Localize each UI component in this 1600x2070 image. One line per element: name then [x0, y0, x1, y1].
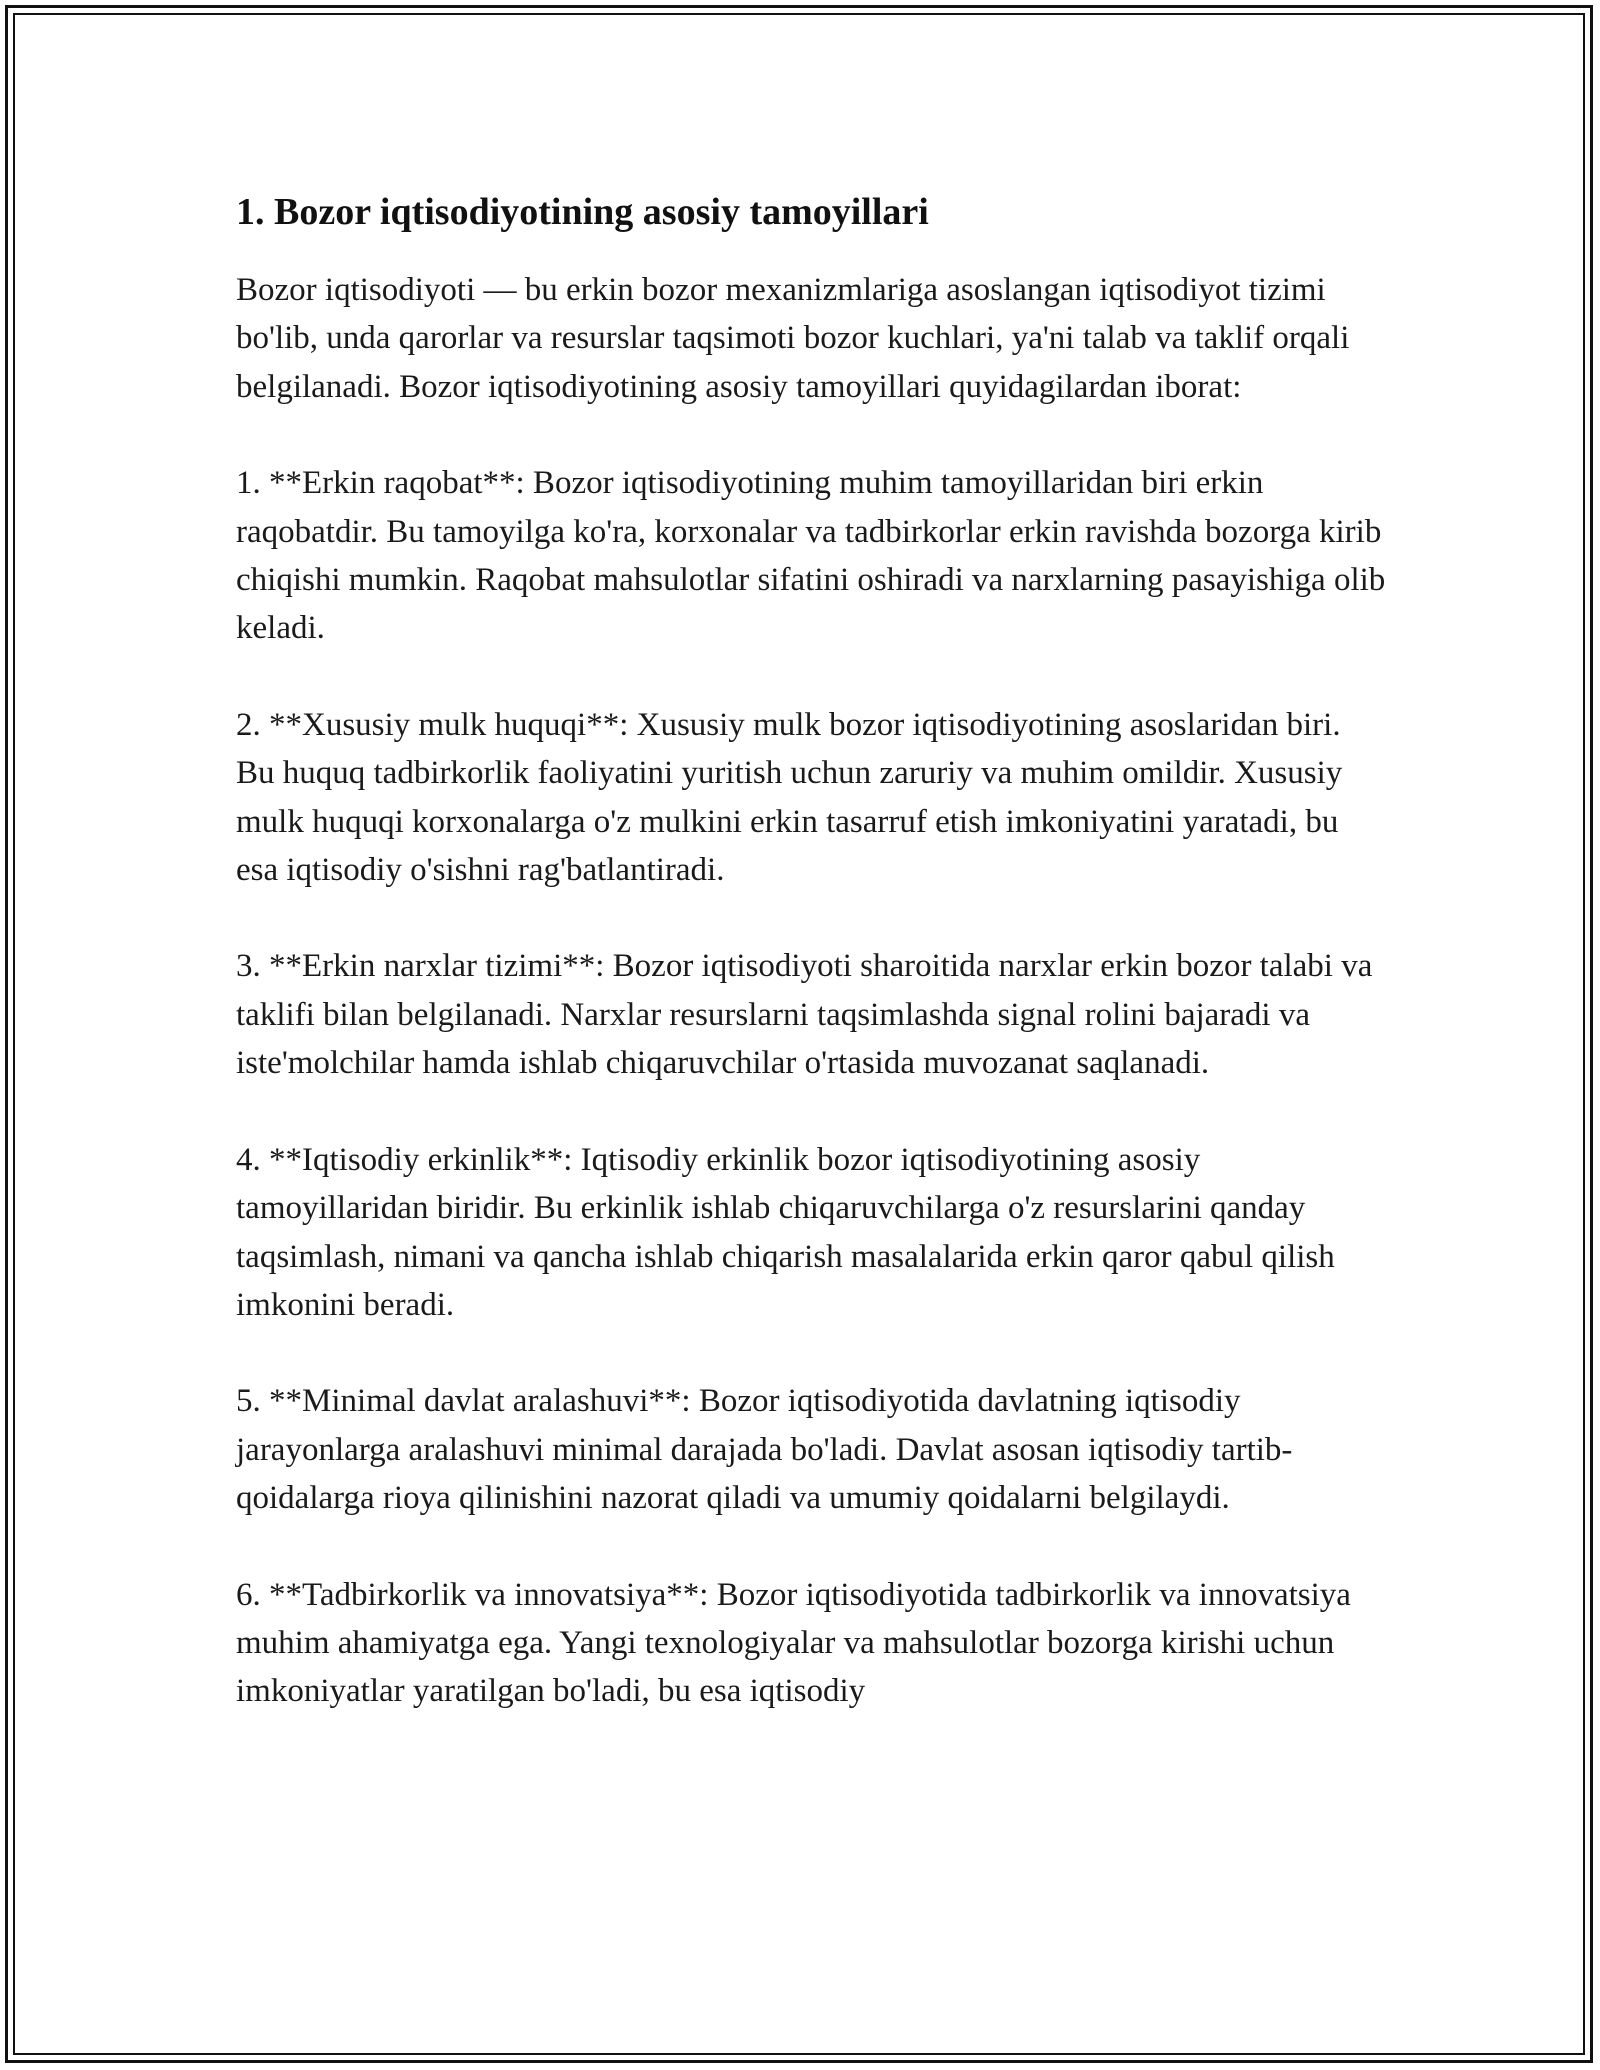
- document-body: [236, 186, 1386, 1716]
- principle-paragraph: 2. **Xususiy mulk huquqi**: Xususiy mulk bozor iqtisodiyotining asoslaridan biri. Bu huquq tadbirkorlik faoliyatini yuritish uchun zaruriy va muhim omildir. Xususiy mulk huquqi korxonalarga o'z mulkini erkin tasarruf etish imkoniyatini yaratadi, bu esa iqtisodiy o'sishni rag'batlantiradi.: [236, 706, 1343, 889]
- principle-paragraph: 1. **Erkin raqobat**: Bozor iqtisodiyotining muhim tamoyillaridan biri erkin raqobatdir. Bu tamoyilga ko'ra, korxonalar va tadbirkorlar erkin ravishda bozorga kirib chiqishi mumkin. Raqobat mahsulotlar sifatini oshiradi va narxlarning pasayishiga olib keladi.: [236, 465, 1386, 647]
- principle-paragraph: 6. **Tadbirkorlik va innovatsiya**: Bozor iqtisodiyotida tadbirkorlik va innovatsiya muhim ahamiyatga ega. Yangi texnologiyalar va mahsulotlar bozorga kirishi uchun imkoniyatlar yaratilgan bo'ladi, bu esa iqtisodiy: [236, 1576, 1351, 1710]
- principle-paragraph: 5. **Minimal davlat aralashuvi**: Bozor iqtisodiyotida davlatning iqtisodiy jarayonlarga aralashuvi minimal darajada bo'ladi. Davlat asosan iqtisodiy tartib-qoidalarga rioya qilinishini nazorat qiladi va umumiy qoidalarni belgilaydi.: [236, 1383, 1293, 1517]
- intro-paragraph: Bozor iqtisodiyoti — bu erkin bozor mexanizmlariga asoslangan iqtisodiyot tizimi bo'lib, unda qarorlar va resurslar taqsimoti bozor kuchlari, ya'ni talab va taklif orqali belgilanadi. Bozor iqtisodiyotining asosiy tamoyillari quyidagilardan iborat:: [236, 272, 1350, 405]
- principle-paragraph: 3. **Erkin narxlar tizimi**: Bozor iqtisodiyoti sharoitida narxlar erkin bozor talabi va taklifi bilan belgilanadi. Narxlar resurslarni taqsimlashda signal rolini bajaradi va iste'molchilar hamda ishlab chiqaruvchilar o'rtasida muvozanat saqlanadi.: [236, 948, 1373, 1082]
- principle-paragraph: 4. **Iqtisodiy erkinlik**: Iqtisodiy erkinlik bozor iqtisodiyotining asosiy tamoyillaridan biridir. Bu erkinlik ishlab chiqaruvchilarga o'z resurslarini qanday taqsimlash, nimani va qancha ishlab chiqarish masalalarida erkin qaror qabul qilish imkonini beradi.: [236, 1141, 1335, 1323]
- section-heading: 1. Bozor iqtisodiyotining asosiy tamoyillari: [236, 191, 929, 233]
